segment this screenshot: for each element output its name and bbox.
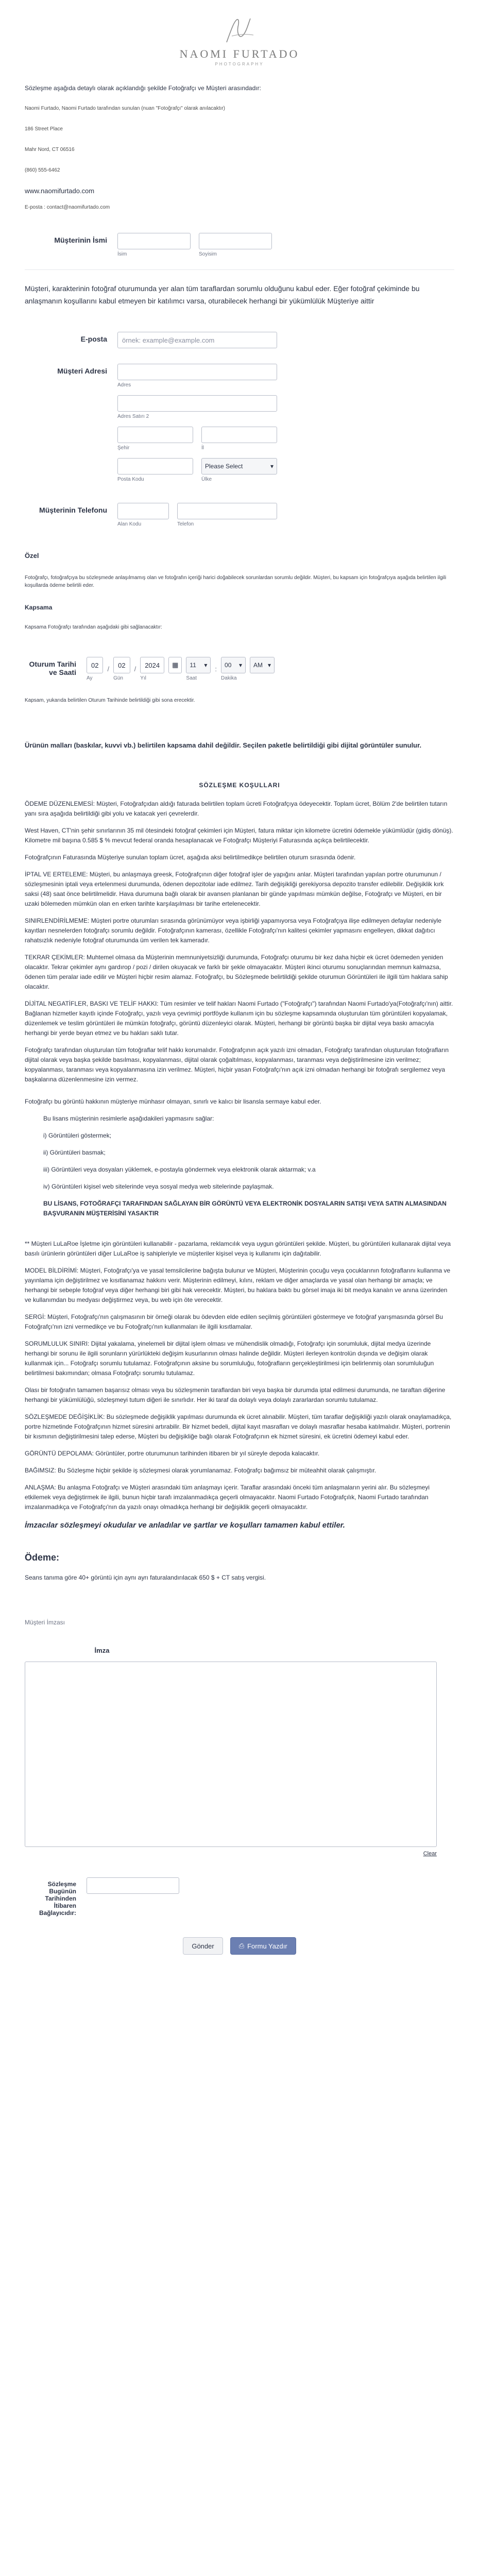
contract-lularoe: ** Müşteri LuLaRoe İşletme için görüntüleri kullanabilir - pazarlama, reklamcılık veya uygun görüntüleri şekilde. Müşteri, bu görüntüleri kullanarak dijital veya basılı ürünlerin görüntüleri diğer LuLaRoe iş sahipleriyle ve müşteriler kişisel veya iş kullanımı için dağıtabilir. [25,1240,451,1257]
calendar-icon: ▦ [172,661,179,669]
print-icon: ⎙ [238,1942,245,1950]
contract-reshoots: TEKRAR ÇEKİMLER: Muhtemel olmasa da Müşterinin memnuniyetsizliği durumunda, Fotoğrafçı oturumu bir kez daha hiçbir ek ücret ödemeden yeniden olacaktır. Tekrar çekimler aynı gardırop / pozi / dirilen okuyacak ve farklı bir şekle olmayacaktır. Müşteri ikinci oturumu sonuçlarından memnun kalmazsa, ödenen tüm peralar iade edilir ve Müşteri hiçbir resim alamaz. Fotoğrafçı, bu Sözleşmede belirtildiği şekilde oturumun Görüntüleri ile ilgili tüm haklara sahip olacaktır. [25,954,448,990]
contract-copyright-2: Fotoğrafçı tarafından oluşturulan tüm fotoğraflar telif hakkı korumalıdır. Fotoğrafçının açık yazılı izni olmadan, Fotoğrafçı tarafından oluşturulan fotoğrafların dijital olarak veya başka şekilde basılması, kopyalanması, dijital olarak çoğaltılması, kopyalanması, taranması veya değiştirilmesine izin verilmez; kopyalanması, taranması veya kopyalanmasına izin verilmez. Müşteri, hiçbir yasan Fotoğrafçı'nın açık izni olmadan herhangi bir fotoğrafı sergilemez veya başkalarına düzenlenmesine izin vermez. [25,1046,449,1083]
signature-section [25,1619,454,1857]
payment-title: Ödeme: [25,1552,60,1563]
address-line1-sublabel: Adres [117,382,131,388]
contract-invoice: Fotoğrafçının Faturasında Müşteriye sunulan toplam ücret, aşağıda aksi belirtilmedikçe belirtilen oturum sırasında ödenir. [25,854,356,861]
session-date-field [25,657,454,681]
session-month-sublabel: Ay [87,675,93,681]
ozel-title: Özel [25,552,39,560]
last-name-input[interactable] [199,233,272,249]
address-line2-input[interactable] [117,395,277,412]
session-ampm-value: AM [253,662,263,669]
chevron-down-icon: ▾ [270,463,273,470]
brand-name: NAOMI FURTADO [179,47,300,60]
zip-input[interactable] [117,458,193,474]
license-list-item: ii) Görüntüleri basmak; [43,1149,106,1156]
divider [25,269,454,270]
license-restriction: BU LİSANS, FOTOĞRAFÇI TARAFINDAN SAĞLAYAN BİR GÖRÜNTÜ VEYA ELEKTRONİK DOSYALARIN SATIŞI VEYA SATIN ALMASINDAN BAŞVURANIN MÜŞTERİSİNİ YASAKTIR [43,1200,447,1217]
address-line1-input[interactable] [117,364,277,380]
session-note: Kapsam, yukarıda belirtilen Oturum Tarihinde belirtildiği gibi sona erecektir. [25,698,195,703]
date-separator: / [107,665,110,673]
license-list-title: Bu lisans müşterinin resimlerle aşağıdakileri yapmasını sağlar: [43,1115,214,1122]
urun-text: Ürünün malları (baskılar, kuvvi vb.) belirtilen kapsama dahil değildir. Seçilen paketle belirtildiği gibi dijital görüntüler sunulur. [25,741,422,749]
chevron-down-icon: ▾ [204,662,208,669]
phone-field [25,503,454,527]
contract-storage: GÖRÜNTÜ DEPOLAMA: Görüntüler, portre oturumunun tarihinden itibaren bir yıl süreyle depoda kalacaktır. [25,1450,320,1457]
email-field [25,332,454,348]
brand-logo [0,0,479,77]
chevron-down-icon: ▾ [268,662,271,669]
session-minute-value: 00 [225,662,232,669]
license-list-item: iii) Görüntüleri veya dosyaları yüklemek, e-postayla göndermek veya elektronik olarak aktarmak; v.a [43,1166,316,1173]
intro-line-1: Sözleşme aşağıda detaylı olarak açıklandığı şekilde Fotoğrafçı ve Müşteri arasındadır: [25,84,261,92]
zip-sublabel: Posta Kodu [117,477,144,482]
signature-pad[interactable] [25,1662,437,1847]
kapsama-title: Kapsama [25,604,53,611]
state-sublabel: İl [201,445,204,451]
intro-email: E-posta : contact@naomifurtado.com [25,205,110,210]
kapsama-text: Kapsama Fotoğrafçı tarafından aşağıdaki gibi sağlanacaktır: [25,624,162,630]
contract-liability: SORUMLULUK SINIRI: Dijital yakalama, yinelemeli bir dijital işlem olması ve mühendislik olmadığı, Fotoğrafçı için sorumluluk, dijital medya üzerinde herhangi bir sorunu ile ilgili sorunların yürürlükteki değişim kusurlarının olması halinde değildir. Müşteri ilerleyen kontrolün dışında ve değişim olarak kullanmak için... Fotoğrafçı sorumlu tutulamaz. Fotoğrafçının aksine bu sorumluluğu, fotoğrafların gerçekleştirilmesi için belirlenmiş olan sorumluluğun belirtilmesi bakımından; olmasa Fotoğrafçı sorumlu tutulamaz. [25,1340,434,1377]
email-input[interactable]: örnek: example@example.com [117,332,277,348]
intro-address-city: Mahr Nord, CT 06516 [25,147,75,152]
session-date-picker [87,657,454,681]
signature-label: İmza [94,1647,110,1654]
contract-mileage: West Haven, CT'nin şehir sınırlarının 35 mil ötesindeki fotoğraf çekimleri için Müşteri, fatura miktar için kilometre ücretini ödemekle yükümlüdür (gidiş dönüş). Kilometre mil başına 0.585 $ % mevcut federal oranda hesaplanacak ve Fotoğrafçı Müşteriyi Faturasında açıkça belirtilecektir. [25,827,453,844]
client-name-field [25,233,454,257]
print-label: Formu Yazdır [247,1942,287,1950]
monogram-logo-icon [216,15,263,46]
contract-cancellation: İPTAL VE ERTELEME: Müşteri, bu anlaşmaya greesk, Fotoğrafçının diğer fotoğraf işler de yapığını anlar. Müşteri tarafından yapılan portre oturumunun / sözleşmesinin iptali veya ertelenmesi durumunda, ödenen depozitolar iade edilmez. Tarih değişikliği gerekiyorsa depozito transfer edilebilir. Değişiklik kırk saksi (48) saat önce belirtilmelidir. Hava durumuna bağlı olarak bir avansen planlanan bir günde yapılması mümkün değilse, Fotoğrafçı ve Müşteri, en bir uzaki bölemeden mümkün olan en erken tarihte karşılaşılması bir tarihe ertelenecektir. [25,871,444,907]
intro-address-street: 186 Street Place [25,126,63,132]
client-name-label: Müşterinin İsmi [54,236,107,244]
area-code-sublabel: Alan Kodu [117,521,142,527]
payment-text: Seans tanıma göre 40+ görüntü için aynı ayrı faturalandırılacak 650 $ + CT satış vergisi. [25,1574,266,1581]
contract-limitation: SINIRLENDİRİLMEME: Müşteri portre oturumları sırasında görünümüyor veya işbirliği yapamıyorsa veya Fotoğrafçıya ilişe edilmeyen defaylar nedeniyle kayıtları nesnelerden fotoğrafçı sorumlu değildir. Fotoğrafçının kamerası, özellikle Fotoğrafçı'nın kalitesi çekimler yapmasını engelleyen, dikkat dağıtıcı rahatsızlık nedeniyle fotoğraf oturumunda üm verilen tek kameradır. [25,917,441,944]
email-label: E-posta [80,335,107,343]
intro-phone: (860) 555-6462 [25,167,60,173]
phone-number-input[interactable] [177,503,277,519]
session-day-sublabel: Gün [113,675,123,681]
country-sublabel: Ülke [201,477,212,482]
first-name-sublabel: İsim [117,251,127,257]
signature-heading: Müşteri İmzası [25,1619,65,1626]
license-list [25,1114,454,1218]
session-hour-sublabel: Saat [186,675,197,681]
address-field [25,364,454,482]
ozel-section [25,552,454,589]
contract-license: Fotoğrafçı bu görüntü hakkının müşteriye münhasır olmayan, sınırlı ve kalıcı bir lisansla sermaye kabul eder. [25,1098,321,1105]
date-separator: / [134,665,136,673]
address-label: Müşteri Adresi [57,367,107,375]
city-input[interactable] [117,427,193,443]
license-list-item: iv) Görüntüleri kişisel web sitelerinde veya sosyal medya web sitelerinde paylaşmak. [43,1183,274,1190]
contract-modification: SÖZLEŞMEDE DEĞİŞİKLİK: Bu sözleşmede değişiklik yapılması durumunda ek ücret alınabilir. Müşteri, tüm taraflar değişikliği yazılı olarak onaylamadıkça, portre hizmetinde Fotoğrafçının hizmet süresini artırabilir. Bir hizmet bedeli, dijital kayıt masrafları ve dolaylı masraflar hesaba katılmalıdır. Müşteri, portrenin bir kısmının değiştirilmesini talep ederse, Müşteri bu değişikliğe bağlı olarak Fotoğrafçının ek hizmet süresini, ek ücretini ödemeyi kabul eder. [25,1413,452,1440]
submit-label: Gönder [192,1942,214,1950]
payment-section [25,1552,454,1583]
session-year-input[interactable]: 2024 [140,657,164,673]
session-day-input[interactable]: 02 [113,657,130,673]
brand-tagline: PHOTOGRAPHY [215,62,264,66]
session-ampm-select[interactable] [250,657,275,673]
country-select[interactable] [201,458,277,474]
contract-closing: İmzacılar sözleşmeyi okudular ve anladılar ve şartlar ve koşulları tamamen kabul ettiler. [25,1521,345,1530]
contract-payment: ÖDEME DÜZENLEMESİ: Müşteri, Fotoğrafçıdan aldığı faturada belirtilen toplam ücreti Fotoğrafçıya ödeyecektir. Toplam ücret, Bölüm 2'de belirtilen tutarın yanı sıra aşağıda belirtildiği gibi yolu ve katacak yeri çevrelerdir. [25,800,448,817]
phone-number-sublabel: Telefon [177,521,194,527]
session-date-label: Oturum Tarihi ve Saati [29,660,76,676]
form-buttons [25,1937,454,1955]
sign-date-label: Sözleşme Bugünün Tarihinden İtibaren Bağlayıcıdır: [39,1880,76,1917]
last-name-sublabel: Soyisim [199,251,217,257]
country-select-value: Please Select [205,463,243,470]
contract-agreement: ANLAŞMA: Bu anlaşma Fotoğrafçı ve Müşteri arasındaki tüm anlaşmayı içerir. Taraflar arasındaki önceki tüm anlaşmaların yerini alır. Bu sözleşmeyi etkilemek veya değiştirmek ile ilgili, bunun hiçbir tarafı imzalanmadıkça geçerli olmayacaktır. Naomi Furtado Fotoğrafçılık, Naomi Furtado tarafından imzalanmadıkça ve Fotoğrafçı'nın da yazılı onayı olmadıkça herhangi bir değişiklik geçerli olmayacaktır. [25,1484,430,1511]
time-separator: : [215,665,217,673]
contract-independent: BAĞIMSIZ: Bu Sözleşme hiçbir şekilde iş sözleşmesi olarak yorumlanamaz. Fotoğrafçı bağımsız bir müteahhit olarak çalışmıştır. [25,1467,377,1474]
first-name-input[interactable] [117,233,191,249]
calendar-button[interactable] [168,657,182,673]
contract-terms [25,782,454,1532]
state-input[interactable] [201,427,277,443]
license-list-item: i) Görüntüleri göstermek; [43,1132,112,1139]
session-hour-select[interactable] [186,657,211,673]
session-year-sublabel: Yıl [140,675,146,681]
session-month-input[interactable]: 02 [87,657,103,673]
session-minute-sublabel: Dakika [221,675,237,681]
submit-button[interactable] [183,1937,223,1955]
chevron-down-icon: ▾ [239,662,243,669]
print-form-button[interactable] [230,1937,296,1955]
city-sublabel: Şehir [117,445,130,451]
sign-date-input[interactable] [87,1877,179,1894]
contract-liability-2: Olası bir fotoğrafın tamamen başarısız olması veya bu sözleşmenin taraflardan biri veya başka bir durumda iptal edilmesi durumunda, ne taraftan diğerine herhangi bir yükümlülüğü, sözleşmeyi tutum diğeri ile sınırlıdır. Her iki taraf da dolaylı veya dolaylı zararlardan sorumlu tutulamaz. [25,1386,446,1403]
address-line2-sublabel: Adres Satırı 2 [117,414,149,419]
ozel-text: Fotoğrafçı, fotoğrafçıya bu sözleşmede anlaşılmamış olan ve fotoğrafın içeriği harici doğabilecek sorunlardan sorumlu değildir. Müşteri, bu kapsam için fotoğrafçıya aşağıda belirtilen ilgili koşullarda ödeme belirtili eder. [25,575,447,588]
contract-copyright: DİJİTAL NEGATİFLER, BASKI VE TELİF HAKKI: Tüm resimler ve telif hakları Naomi Furtado ("Fotoğrafçı") tarafından Naomi Furtado'ya(Fotoğrafçı'nın) aittir. Bağlanan hizmetler kayıtlı içinde Fotoğrafçı, yazılı veya çevrimiçi portföyde kullanım için bu sözleşme kapsamında oluşturulan tüm görüntüleri kopyalamak, düzenlemek ve teslim görüntüleri ile mümkün fotoğrafçı, görüntü düzenleyici olarak. Müşteri, herhangi bir görüntü başka bir dijital veya baskı amacıyla herhangi bir yerde beyan etmez ve bu hakları saklı tutar. [25,1000,453,1037]
signature-clear-button[interactable]: Clear [423,1851,437,1857]
intro-website: www.naomifurtado.com [25,187,95,195]
contract-exhibit: SERGİ: Müşteri, Fotoğrafçı'nın çalışmasının bir örneği olarak bu ödevden elde edilen seçilmiş görüntüleri göstermeye ve fotoğraf yarışmasında görsel Bu Fotoğrafçı'nın izni vermedikçe ve bu Fotoğrafçı'nın kullanmaları ile ilgili kısıtlamalar. [25,1313,443,1330]
kapsama-section [25,604,454,631]
intro-line-2: Naomi Furtado, Naomi Furtado tarafından sunulan (nuan "Fotoğrafçı" olarak anılacaktır) [25,106,225,111]
sign-date-field [25,1877,454,1917]
area-code-input[interactable] [117,503,169,519]
contract-title: SÖZLEŞME KOŞULLARI [199,782,280,789]
session-minute-select[interactable] [221,657,246,673]
intro-block [25,83,454,212]
phone-label: Müşterinin Telefonu [39,506,107,514]
contract-model-release: MODEL BİLDİRİMİ: Müşteri, Fotoğrafçı'ya ve yasal temsilcilerine bağışta bulunur ve Müşteri, Müşterinin çocuğu veya çocuklarının fotoğraflarını kullanma ve yayınlama için değiştirilmez ve kısıtlanamaz hakkını verir. Müşterinin edilmeyi, kılını, reklam ve diğer amaçlarda ve yasal olan herhangi bir amaçla; ve herhangi bir sebeple fotoğraf veya diğer herhangi biri gibi hak verecektir. Müşteri, bu haklara baktı bu görsel imaja iki bit medya kanalın ve anına üzerinden ve kullanımdan bu medyası değiştirmez veya, bu web için öte verecektir. [25,1267,451,1303]
responsibility-text: Müşteri, karakterinin fotoğraf oturumunda yer alan tüm taraflardan sorumlu olduğunu kabul eder. Eğer fotoğraf çekiminde bu anlaşmanın koşullarını kabul etmeyen bir katılımcı varsa, oturabilecek herhangi bir yükümlülük Müşteriye aittir [25,284,420,305]
session-hour-value: 11 [190,662,196,669]
